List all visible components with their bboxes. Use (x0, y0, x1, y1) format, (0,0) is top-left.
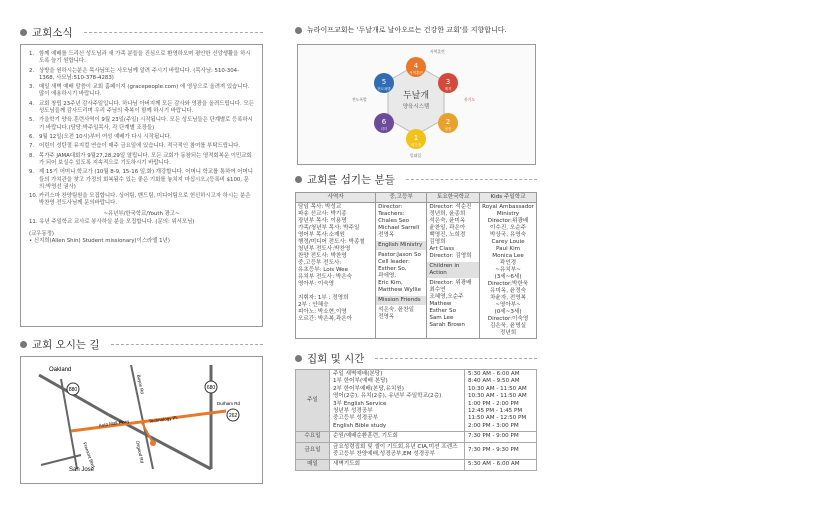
staff-line: Esther So, (378, 266, 407, 272)
staff-line: Director: 위광배 (429, 280, 472, 286)
fri-time: 7:30 PM - 9:30 PM (465, 442, 537, 460)
bottom-desc: 일대일 (410, 153, 422, 158)
schedule-header (295, 351, 537, 366)
staff-col-header: 토요한국학교 (427, 193, 480, 203)
staff-line: Matthew Wyllie (378, 287, 421, 293)
vision-header (295, 25, 537, 35)
wed-name: 순원/예배순환훈련, 기도회 (330, 432, 465, 442)
news-item-number: 4. (29, 100, 35, 107)
staff-col-kids (480, 203, 537, 339)
sunday-service-time: 12:45 PM - 1:45 PM (468, 408, 523, 415)
sunday-names (330, 370, 465, 432)
directions-header (20, 337, 263, 352)
staff-line: 이수진, 오순주 (490, 225, 527, 231)
day-sunday: 주일 (296, 370, 330, 432)
staff-line: Director:이숙영 (487, 316, 529, 322)
svg-text:2: 2 (445, 118, 451, 126)
news-item-text: 9월 12일(오전 10시)부터 여성 예배가 다시 시작됩니다. (39, 133, 172, 140)
news-item (29, 84, 254, 98)
sunday-service-time: 11:50 AM - 12:50 PM (468, 415, 527, 422)
staff-line: 전영옥 (378, 314, 395, 320)
staff-line: 파송 선교사: 박기종 (298, 211, 347, 217)
fri-line: 금요성령집회 및 셀이 기도회,유년 CIA,미션 프렌즈 (333, 443, 458, 450)
staff-col-header: 중,고등부 (376, 193, 427, 203)
staff-line: 영아부: 이숙영 (298, 281, 335, 287)
staff-line: Sarah Brown (429, 322, 465, 328)
mission-friends-label: Mission Friends (376, 296, 426, 305)
daily-name: 새벽기도회 (330, 460, 465, 470)
staff-line: 유치부 전도사: 박은숙 (298, 274, 353, 280)
news-header (20, 25, 263, 40)
news-item (29, 153, 254, 167)
staff-line: Royal Ambassador (482, 204, 534, 210)
vision-title: 뉴라이프교회는 '두날개로 날아오르는 건강한 교회'를 지향합니다. (307, 26, 507, 34)
staff-line: Director:박한욱 (487, 281, 529, 287)
church-location-icon (150, 440, 156, 446)
staff-line: 정년희 (499, 330, 517, 336)
news-item-text: 목가주 JAMA대회가 9월27,28,29일 열립니다. 모든 교회가 동참되는 영적회복운 이민교회가 되어 보실수 있도록 지속적으로 기도하시기 바랍니다. (39, 152, 252, 166)
staff-table (295, 192, 537, 339)
step-5-node (374, 73, 394, 93)
svg-text:3: 3 (445, 78, 451, 86)
staff-line: Teachers: (378, 211, 405, 217)
sunday-service-time: 2:00 PM - 3:00 PM (468, 422, 519, 429)
svg-text:성장: 성장 (444, 127, 452, 131)
sunday-service-name: 주일 새벽예배(본당) (333, 371, 383, 377)
news-item-text: 카리스마 찬양팀원을 모집합니다. 싱어팀, 밴드팀, 미디어팀으로 헌신하시고자 하시는 분은 박찬영 전도사님께 문의바랍니다. (39, 193, 251, 207)
staff-line: 김영희 (429, 239, 446, 245)
bullet-icon (20, 341, 27, 348)
staff-line: 석은숙, 윤찬일 (378, 307, 415, 313)
svg-text:6: 6 (381, 118, 387, 126)
sunday-service-time: 10:30 AM - 11:50 AM (468, 385, 527, 392)
svg-text:사역훈련: 사역훈련 (409, 71, 423, 75)
staff-line: 장년부 목사: 이용명 (298, 218, 347, 224)
news-item-number: 7. (29, 143, 35, 150)
map-label-fremont: Fremont Blvd (82, 441, 96, 469)
staff-line: Esther So (429, 308, 457, 314)
news-center-line: ~유년부/한국학교/Youth 광고~ (103, 210, 180, 217)
news-title: 교회소식 (32, 27, 73, 39)
staff-line: Ministry (496, 211, 520, 217)
staff-line: Monica Lee (492, 253, 524, 259)
staff-col-header: Kids 주일학교 (480, 193, 537, 203)
staff-line: 유미옥, 윤정숙 (490, 288, 527, 294)
staff-line: (3세~6세) (494, 274, 522, 280)
step-3-node (438, 73, 458, 93)
staff-line: Eric Kim, (378, 280, 403, 286)
svg-text:전도폭발: 전도폭발 (377, 87, 391, 91)
staff-line: 2부 : 안혜승 (298, 302, 329, 308)
sunday-service-name: 영어(2층), 유치(2층), 유년부 주일학교(2층) (333, 393, 442, 400)
map-label-durham: Durham Rd (217, 401, 241, 406)
staff-line: Pastor:Jason So (378, 252, 421, 258)
news-item-number: 8. (29, 152, 35, 159)
bullet-icon (295, 27, 302, 34)
top-desc: 사역훈련 (430, 49, 445, 54)
map-box (20, 356, 263, 484)
shield-880-icon (67, 383, 79, 395)
staff-line: (0세~3세) (494, 309, 522, 315)
staff-line: 곽에영, (378, 273, 397, 279)
staff-line: 전영옥 (378, 232, 395, 238)
staff-line: Director: (378, 204, 403, 210)
map-label-technology: Technology Pl. (148, 414, 179, 424)
staff-line: Director: 석순진 (429, 204, 472, 210)
news-item-text: 제 15기 어머니 학교가 (10월 8-9, 15-16 일,화) 개강합니다. 어머니 학교를 통하여 어머니들의 가치관을 찾고 가정의 회복됨수 있는 좋은 기회를 놓치지 마십시오.(등록비 $100, 문의:박영선 권사) (39, 169, 253, 190)
map-label-san-jose: San Jose (69, 467, 95, 473)
staff-line: 찬양 전도사: 박찬영 (298, 253, 347, 259)
schedule-title: 집회 및 시간 (307, 353, 365, 365)
day-daily: 매일 (296, 460, 330, 470)
sunday-service-name: 2부 한어부예배(본당,유치원) (333, 385, 404, 392)
map-label-680: 680 (206, 385, 216, 391)
staff-line: 정년희, 윤종희 (429, 211, 466, 217)
map-label-osgood: Osgood Rd (135, 440, 145, 464)
wed-time: 7:30 PM - 9:00 PM (465, 432, 537, 442)
staff-line: 곽인경 (499, 260, 517, 266)
svg-text:새가족: 새가족 (410, 143, 422, 147)
staff-line: 석은숙, 윤미옥 (429, 218, 466, 224)
staff-line: Art Class (429, 246, 455, 252)
news-item (29, 117, 254, 131)
sunday-service-time: 5:30 AM - 6:00 AM (468, 371, 520, 377)
day-wednesday: 수요일 (296, 432, 330, 442)
staff-line: 오르간: 박은복,곽은아 (298, 316, 353, 322)
staff-line: 담임 목사: 박성교 (298, 204, 342, 210)
staff-line: 차윤자, 전영복 (490, 295, 527, 301)
news-item (29, 101, 254, 115)
news-item-number: 5. (29, 117, 35, 124)
news-item (29, 134, 254, 141)
news-item (29, 143, 254, 150)
center-title: 두날개 (402, 91, 430, 101)
map-label-262: 262 (228, 413, 238, 419)
sunday-service-name: 1부 한어부(예배 본당) (333, 378, 388, 385)
staff-line (298, 288, 373, 295)
staff-col-ministers (296, 203, 376, 339)
sunday-service-time: 10:30 AM - 11:50 AM (468, 393, 527, 400)
news-item (29, 169, 254, 191)
news-item (29, 68, 254, 82)
svg-text:1: 1 (413, 134, 419, 142)
sunday-service-name: English Bible study (333, 422, 387, 429)
staff-title: 교회를 섬기는 분들 (307, 174, 395, 186)
news-item-text: 교회 창립 23주년 감사주일입니다. 하나님 아버지께 모든 감사와 영광을 올려드립니다. 모든 성도님들께 감사드리며 우리 주님의 축복이 함께 하시기 바랍니다. (39, 100, 254, 114)
right-desc: 풍기도 (464, 97, 476, 102)
staff-col-korean-school (427, 203, 480, 339)
sunday-service-name: 중고등부 성경공부 (333, 415, 379, 422)
two-wings-diagram (298, 45, 535, 164)
staff-line: Cell leader: (378, 259, 410, 265)
children-in-action-label: Children in Action (427, 262, 479, 278)
staff-line: Director: 김영희 (429, 253, 472, 259)
staff-line: 백영진, 노희경 (429, 232, 466, 238)
sunday-service-time: 1:00 PM - 2:00 PM (468, 400, 519, 407)
staff-line: ~유치부~ (495, 267, 521, 273)
staff-col-header: 사역자 (296, 193, 376, 203)
news-item-number: 1. (29, 51, 35, 57)
staff-line: 피아노: 박소현,이영 (298, 309, 347, 315)
svg-text:4: 4 (413, 62, 419, 70)
news-item (29, 51, 254, 65)
staff-line: 중,고등부 전도사: (298, 260, 342, 266)
staff-line: 가족/청년부 목사: 박주일 (298, 225, 360, 231)
daily-time: 5:30 AM - 6:00 AM (465, 460, 537, 470)
map-label-boyce: Boyce Rd (136, 374, 145, 395)
news-list (29, 51, 254, 208)
news-box (20, 44, 263, 327)
news-item-text: 함께 예배를 드리신 성도님과 새 가족 분들을 진심으로 환영하오며 평안한 신앙생활을 하시도록 늘기 원합니다. (39, 51, 251, 65)
day-friday: 금요일 (296, 442, 330, 460)
staff-line: 김은욱, 윤명실 (490, 323, 527, 329)
step-1-node (406, 129, 426, 149)
svg-text:제자: 제자 (444, 87, 452, 91)
shield-680-icon (205, 381, 217, 393)
directions-map (21, 357, 262, 483)
news-item (29, 193, 254, 207)
bullet-icon (295, 176, 302, 183)
staff-line: Director:위광배 (487, 218, 529, 224)
staff-line: ~영아부~ (495, 302, 521, 308)
step-6-node (374, 113, 394, 133)
sunday-service-time: 8:40 AM - 9:50 AM (468, 378, 520, 385)
staff-line: Mathew (429, 301, 452, 307)
news-item-text: 어린이 성탄절 뮤지컬 연습이 매주 금요일에 있습니다. 적극적인 참여를 부탁드립니다. (39, 143, 241, 150)
staff-line: Chales Seo (378, 218, 410, 224)
left-desc: 전도폭발 (352, 97, 367, 102)
schedule-table (295, 369, 537, 471)
map-label-oakland: Oakland (49, 367, 72, 373)
sunday-service-name: 청년부 성경공부 (333, 408, 373, 415)
staff-line: 조혜영,오순주 (429, 294, 464, 300)
news-item-text: 매일 새벽 예배 말씀이 교회 홈페이지 (gracepeople.com) 에 영상으로 올려져 있습니다. 많이 애용하시기 바랍니다. (39, 84, 250, 98)
staff-line: 청년부 전도사:박찬영 (298, 246, 351, 252)
english-ministry-label: English Ministry (376, 241, 426, 250)
departure-title: (교우동정) (29, 230, 55, 237)
shield-262-icon (227, 409, 239, 421)
news-item-number: 3. (29, 84, 35, 91)
news-item-number: 6. (29, 133, 35, 140)
bullet-icon (20, 29, 27, 36)
news-item-11: 11. 유년 주일학교 교사로 봉사하실 분을 모집합니다. (문의: 위서모님) (29, 218, 195, 225)
staff-line: Carey Louie (491, 239, 525, 245)
news-item-number: 2. (29, 67, 35, 74)
staff-line: 영어부 목사:소재원 (298, 232, 345, 238)
departure-item: • 신지희(Allen Shin) Student missionary(이스라엘 1년) (29, 238, 170, 245)
fri-line: 중고등부 찬양예배,성경공부,EM 성경공부 (333, 451, 435, 458)
center-subtitle: 양육시스템 (402, 104, 430, 110)
sunday-times (465, 370, 537, 432)
staff-line: 최수연 (429, 287, 446, 293)
news-item-number: 9. (29, 169, 35, 176)
staff-line: 윤찬일, 곽은아 (429, 225, 466, 231)
staff-header (295, 172, 537, 187)
bullet-icon (295, 355, 302, 362)
staff-line: Michael Sarrell (378, 225, 420, 231)
staff-line: Paul Kim (495, 246, 521, 252)
staff-line: Sam Lee (429, 315, 454, 321)
directions-title: 교회 오시는 길 (32, 339, 100, 351)
news-item-number: 10. (29, 193, 38, 200)
sunday-service-name: 3부 English Service (333, 400, 387, 407)
staff-col-youth (376, 203, 427, 339)
map-label-auto-mall: Auto Mall Pkwy (98, 418, 130, 428)
step-4-node (406, 57, 426, 77)
vision-diagram-box (297, 44, 536, 165)
news-item-text: 상방을 원하시는분은 목사님또는 사모님께 알려 주시기 바랍니다. (목사님: 510-304-1368, 사모님:510-378-4283) (39, 67, 240, 81)
news-item-text: 가을학기 양육.훈련사역이 9월 23일(주일) 시작됩니다. 모든 성도님들은 단계별로 등록하시기 바랍니다.(담당:박주일목사, 각 단계별 조장들) (39, 117, 253, 131)
svg-text:5: 5 (381, 78, 387, 86)
staff-line: 행정/미디어 전도사: 박종철 (298, 239, 365, 245)
map-label-880: 880 (68, 387, 78, 393)
fri-names (330, 442, 465, 460)
step-2-node (438, 113, 458, 133)
staff-line: 박상국, 유영숙 (490, 232, 527, 238)
staff-line: 유초등부: Lois Wee (298, 267, 349, 273)
svg-text:리더: 리더 (380, 127, 388, 131)
staff-line: 지휘자: 1부 : 정영희 (298, 295, 349, 301)
